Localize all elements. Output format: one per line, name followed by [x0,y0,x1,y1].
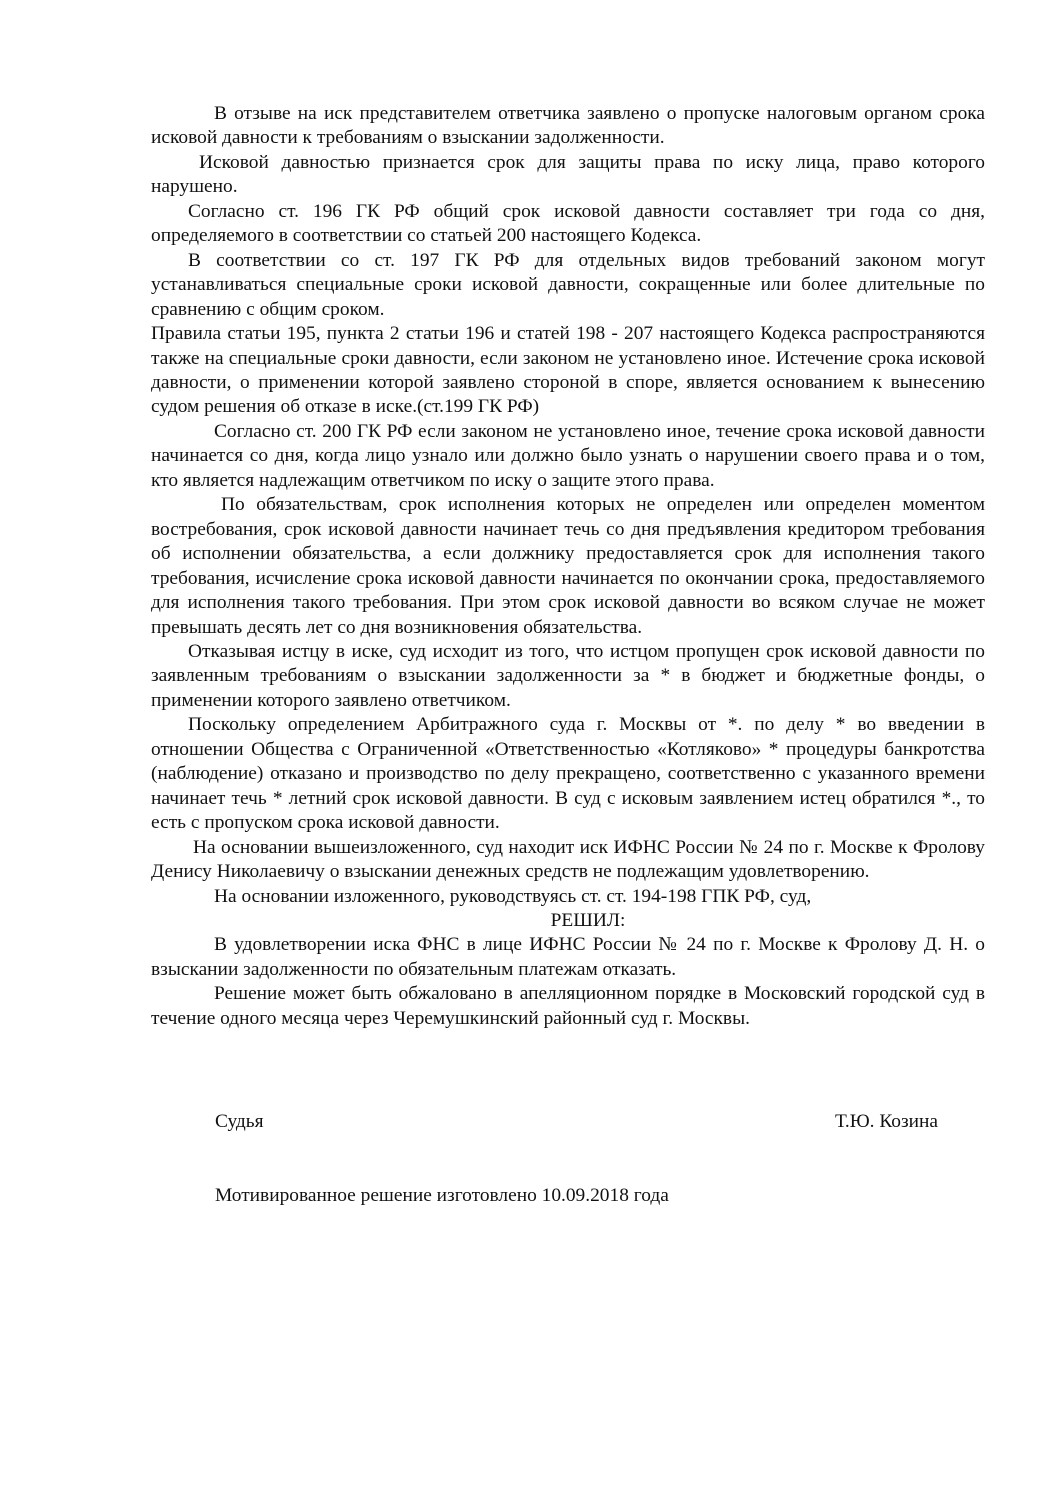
document-body [151,102,985,1031]
paragraph-court-reasoning: Отказывая истцу в иске, суд исходит из того, что истцом пропущен срок исковой давности по заявленным требованиям о взыскании задолженности за * в бюджет и бюджетные фонды, о применении которого заявлено ответчиком. [151,640,985,711]
verdict-heading: РЕШИЛ: [550,909,626,931]
paragraph-article-199: Правила статьи 195, пункта 2 статьи 196 и статей 198 - 207 настоящего Кодекса распространяются также на специальные сроки давности, если законом не установлено иное. Истечение срока исковой давности, о применении которой заявлено стороной в споре, является основанием к вынесению судом решения об отказе в иске.(ст.199 ГК РФ) [151,323,985,418]
paragraph-article-196: Согласно ст. 196 ГК РФ общий срок исковой давности составляет три года со дня, определяемого в соответствии со статьей 200 настоящего Кодекса. [151,200,985,247]
paragraph-decision: В удовлетворении иска ФНС в лице ИФНС России № 24 по г. Москве к Фролову Д. Н. о взыскании задолженности по обязательным платежам отказать. [151,934,985,980]
paragraph-appeal: Решение может быть обжаловано в апелляционном порядке в Московский городской суд в течение одного месяца через Черемушкинский районный суд г. Москвы. [151,983,985,1029]
paragraph-arbitration-ruling: Поскольку определением Арбитражного суда г. Москвы от *. по делу * во введении в отношении Общества с Ограниченной «Ответственностью «Котляково» * процедуры банкротства (наблюдение) отказано и производство по делу прекращено, соответственно с указанного времени начинает течь * летний срок исковой давности. В суд с исковым заявлением истец обратился *., то есть с пропуском срока исковой давности. [151,714,985,834]
paragraph-legal-basis: На основании изложенного, руководствуясь ст. ст. 194-198 ГПК РФ, суд, [214,885,812,907]
paragraph-conclusion: На основании вышеизложенного, суд находит иск ИФНС России № 24 по г. Москве к Фролову Денису Николаевичу о взыскании денежных средств не подлежащим удовлетворению. [151,836,985,883]
paragraph-article-200: Согласно ст. 200 ГК РФ если законом не установлено иное, течение срока исковой давности начинается со дня, когда лицо узнало или должно было узнать о нарушении своего права и о том, кто является надлежащим ответчиком по иску о защите этого права. [151,420,985,491]
decision-date-note: Мотивированное решение изготовлено 10.09.2018 года [215,1185,669,1206]
judge-name: Т.Ю. Козина [834,1111,938,1132]
judge-title: Судья [215,1111,264,1132]
paragraph-limitation-definition: Исковой давностью признается срок для защиты права по иску лица, право которого нарушено. [151,151,985,198]
paragraph-obligations: По обязательствам, срок исполнения которых не определен или определен моментом востребования, срок исковой давности начинает течь со дня предъявления кредитором требования об исполнении обязательства, а если должнику предоставляется срок для исполнения такого требования, исчисление срока исковой давности начинается по окончании срока, предоставляемого для исполнения такого требования. При этом срок исковой давности во всяком случае не может превышать десять лет со дня возникновения обязательства. [151,494,985,638]
signature-block [215,1110,938,1136]
paragraph-article-197: В соответствии со ст. 197 ГК РФ для отдельных видов требований законом могут устанавливаться специальные сроки исковой давности, сокращенные или более длительные по сравнению с общим сроком. [151,249,985,320]
paragraph-limitation-claim: В отзыве на иск представителем ответчика заявлено о пропуске налоговым органом срока исковой давности к требованиям о взыскании задолженности. [151,103,985,149]
